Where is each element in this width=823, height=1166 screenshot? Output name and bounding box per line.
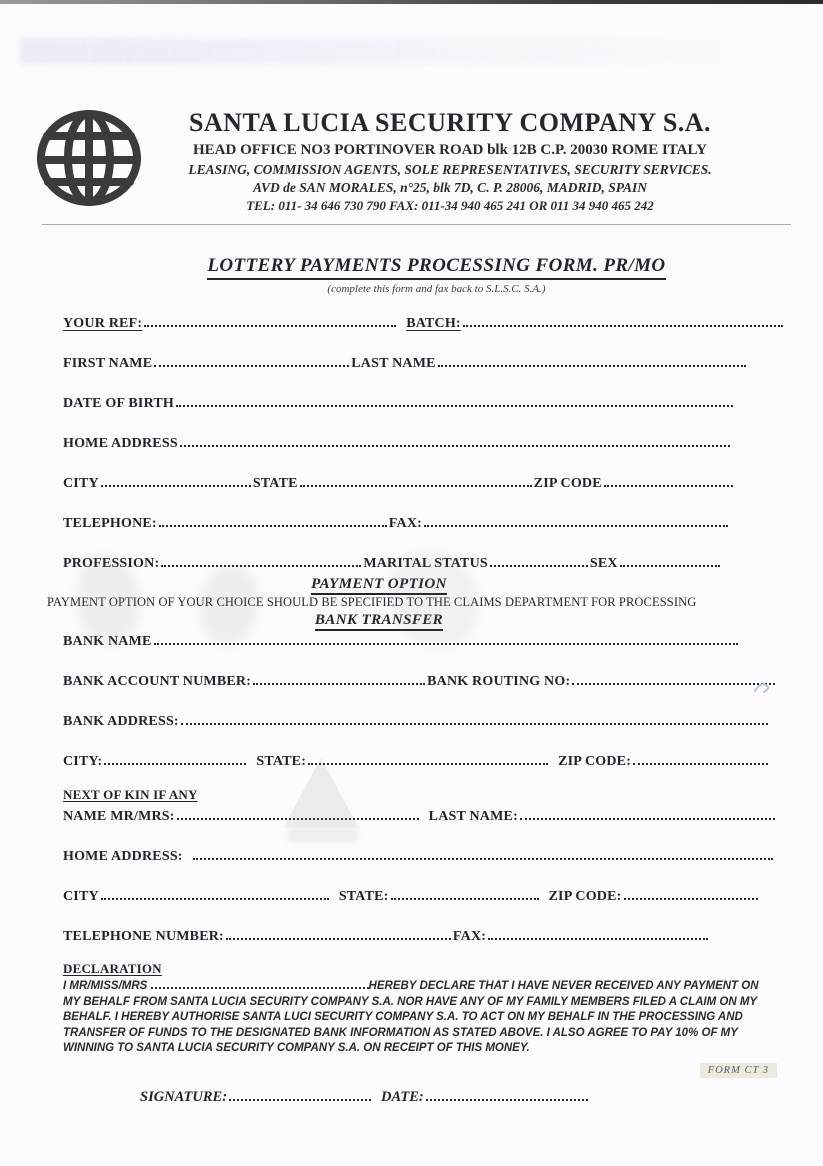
- kin-home-address-label: HOME ADDRESS:: [63, 849, 183, 864]
- form-code-stamp: FORM CT 3: [700, 1063, 777, 1078]
- next-of-kin-heading: NEXT OF KIN IF ANY: [63, 787, 198, 802]
- kin-last-name-label: LAST NAME:: [428, 809, 518, 824]
- date-fill-line: [426, 1087, 588, 1101]
- fax2-fill-line: [488, 926, 708, 940]
- fax-label: FAX:: [388, 516, 422, 531]
- contact-line: TEL: 011- 34 646 730 790 FAX: 011-34 940 465 241 OR 011 34 940 465 242: [246, 198, 654, 213]
- declaration-section: [63, 961, 785, 1057]
- city-fill-line: [101, 473, 251, 487]
- bank-state-label: STATE:: [256, 754, 307, 769]
- your-ref-label: YOUR REF:: [63, 316, 143, 331]
- profession-row: [63, 553, 722, 572]
- declaration-heading: DECLARATION: [63, 961, 162, 976]
- declaration-intro: I MR/MISS/MRS: [63, 980, 148, 992]
- home-address-row: [63, 433, 732, 452]
- kin-zip-fill-line: [624, 886, 759, 900]
- declaration-name-fill-line: [151, 978, 369, 989]
- watermark-ghost: [288, 828, 358, 842]
- bank-routing-no-label: BANK ROUTING NO:: [427, 674, 571, 689]
- payment-option-heading: PAYMENT OPTION: [63, 576, 695, 593]
- bank-account-row: [63, 671, 777, 690]
- bank-city-fill-line: [104, 751, 246, 765]
- sex-fill-line: [620, 553, 720, 567]
- head-office-address: HEAD OFFICE NO3 PORTINOVER ROAD blk 12B C.P. 20030 ROME ITALY: [193, 142, 707, 158]
- state-label: STATE: [252, 476, 298, 491]
- bank-city-state-zip-row: [63, 751, 770, 770]
- batch-fill-line: [463, 313, 783, 327]
- kin-zip-label: ZIP CODE:: [548, 889, 622, 904]
- bank-address-row: [63, 711, 770, 730]
- services-line: LEASING, COMMISSION AGENTS, SOLE REPRESENTATIVES, SECURITY SERVICES.: [188, 162, 712, 177]
- bank-name-label: BANK NAME: [63, 634, 152, 649]
- bank-state-fill-line: [308, 751, 548, 765]
- bank-transfer-heading: BANK TRANSFER: [63, 612, 695, 629]
- home-address-fill-line: [180, 433, 730, 447]
- kin-city-label: CITY: [63, 889, 99, 904]
- fax2-label: FAX:: [452, 929, 487, 944]
- zip-code-fill-line: [604, 473, 733, 487]
- globe-icon: [34, 106, 144, 210]
- profession-fill-line: [161, 553, 361, 567]
- bank-address-label: BANK ADDRESS:: [63, 714, 179, 729]
- kin-city-state-zip-row: [63, 886, 760, 905]
- name-row: [63, 353, 748, 372]
- signature-label: SIGNATURE:: [140, 1088, 228, 1105]
- state-fill-line: [300, 473, 532, 487]
- bank-routing-no-fill-line: [572, 671, 775, 685]
- declaration-paragraph: [63, 978, 775, 1057]
- company-name: SANTA LUCIA SECURITY COMPANY S.A.: [188, 108, 712, 137]
- header-divider: [42, 224, 791, 227]
- date-of-birth-label: DATE OF BIRTH: [63, 396, 175, 411]
- bank-name-row: [63, 631, 740, 650]
- telephone-label: TELEPHONE:: [63, 516, 157, 531]
- kin-name-row: [63, 806, 777, 825]
- batch-label: BATCH:: [406, 316, 461, 331]
- kin-city-fill-line: [101, 886, 329, 900]
- profession-label: PROFESSION:: [63, 556, 160, 571]
- date-of-birth-fill-line: [176, 393, 733, 407]
- marital-status-fill-line: [490, 553, 588, 567]
- form-body: [0, 295, 823, 1106]
- city-state-zip-row: [63, 473, 735, 492]
- marital-status-label: MARITAL STATUS: [363, 556, 488, 571]
- kin-state-label: STATE:: [338, 889, 389, 904]
- kin-last-name-fill-line: [520, 806, 775, 820]
- telephone-number-label: TELEPHONE NUMBER:: [63, 929, 224, 944]
- last-name-label: LAST NAME: [351, 356, 436, 371]
- date-label: DATE:: [381, 1088, 424, 1105]
- kin-home-address-fill-line: [193, 846, 773, 860]
- madrid-address: AVD de SAN MORALES, n°25, blk 7D, C. P. 28006, MADRID, SPAIN: [253, 180, 647, 195]
- bank-account-number-label: BANK ACCOUNT NUMBER:: [63, 674, 252, 689]
- home-address-label: HOME ADDRESS: [63, 436, 178, 451]
- kin-name-label: NAME MR/MRS:: [63, 809, 175, 824]
- telephone-fax-row: [63, 513, 730, 532]
- telephone-fill-line: [159, 513, 387, 527]
- telephone-number-fill-line: [226, 926, 451, 940]
- kin-state-fill-line: [391, 886, 539, 900]
- form-subtitle: (complete this form and fax back to S.L.S.C. S.A.): [327, 283, 546, 295]
- first-name-fill-line: [154, 353, 349, 367]
- telephone-number-fax-row: [63, 926, 710, 945]
- zip-code-label: ZIP CODE: [533, 476, 602, 491]
- fax-fill-line: [424, 513, 728, 527]
- form-title: LOTTERY PAYMENTS PROCESSING FORM. PR/MO: [207, 255, 665, 280]
- kin-home-address-row: [63, 846, 775, 865]
- sex-label: SEX: [589, 556, 618, 571]
- signature-row: [140, 1087, 610, 1106]
- bank-account-number-fill-line: [253, 671, 425, 685]
- your-ref-fill-line: [144, 313, 396, 327]
- payment-option-note: PAYMENT OPTION OF YOUR CHOICE SHOULD BE SPECIFIED TO THE CLAIMS DEPARTMENT FOR PROCESSING: [47, 595, 697, 609]
- bank-zip-label: ZIP CODE:: [558, 754, 632, 769]
- your-ref-row: [63, 313, 785, 332]
- bank-city-label: CITY:: [63, 754, 103, 769]
- declaration-body: HEREBY DECLARE THAT I HAVE NEVER RECEIVED ANY PAYMENT ON MY BEHALF FROM SANTA LUCIA SECURITY COMPANY S.A. NOR HAVE ANY OF MY FAMILY MEMBERS FILED A CLAIM ON MY BEHALF. I HEREBY AUTHORISE SANTA LUCI SECURITY COMPANY S.A. TO ACT ON MY BEHALF IN THE PROCESSING AND TRANSFER OF FUNDS TO THE DESIGNATED BANK INFORMATION AS STATED ABOVE. I ALSO AGREE TO PAY 10% OF MY WINNING TO SANTA LUCIA SECURITY COMPANY S.A. ON RECEIPT OF THIS MONEY.: [63, 980, 759, 1054]
- letterhead: [0, 0, 823, 227]
- city-label: CITY: [63, 476, 99, 491]
- last-name-fill-line: [438, 353, 746, 367]
- signature-fill-line: [229, 1087, 371, 1101]
- dob-row: [63, 393, 735, 412]
- first-name-label: FIRST NAME: [63, 356, 153, 371]
- bank-address-fill-line: [181, 711, 768, 725]
- bank-zip-fill-line: [633, 751, 768, 765]
- pen-mark-artifact: [752, 678, 774, 696]
